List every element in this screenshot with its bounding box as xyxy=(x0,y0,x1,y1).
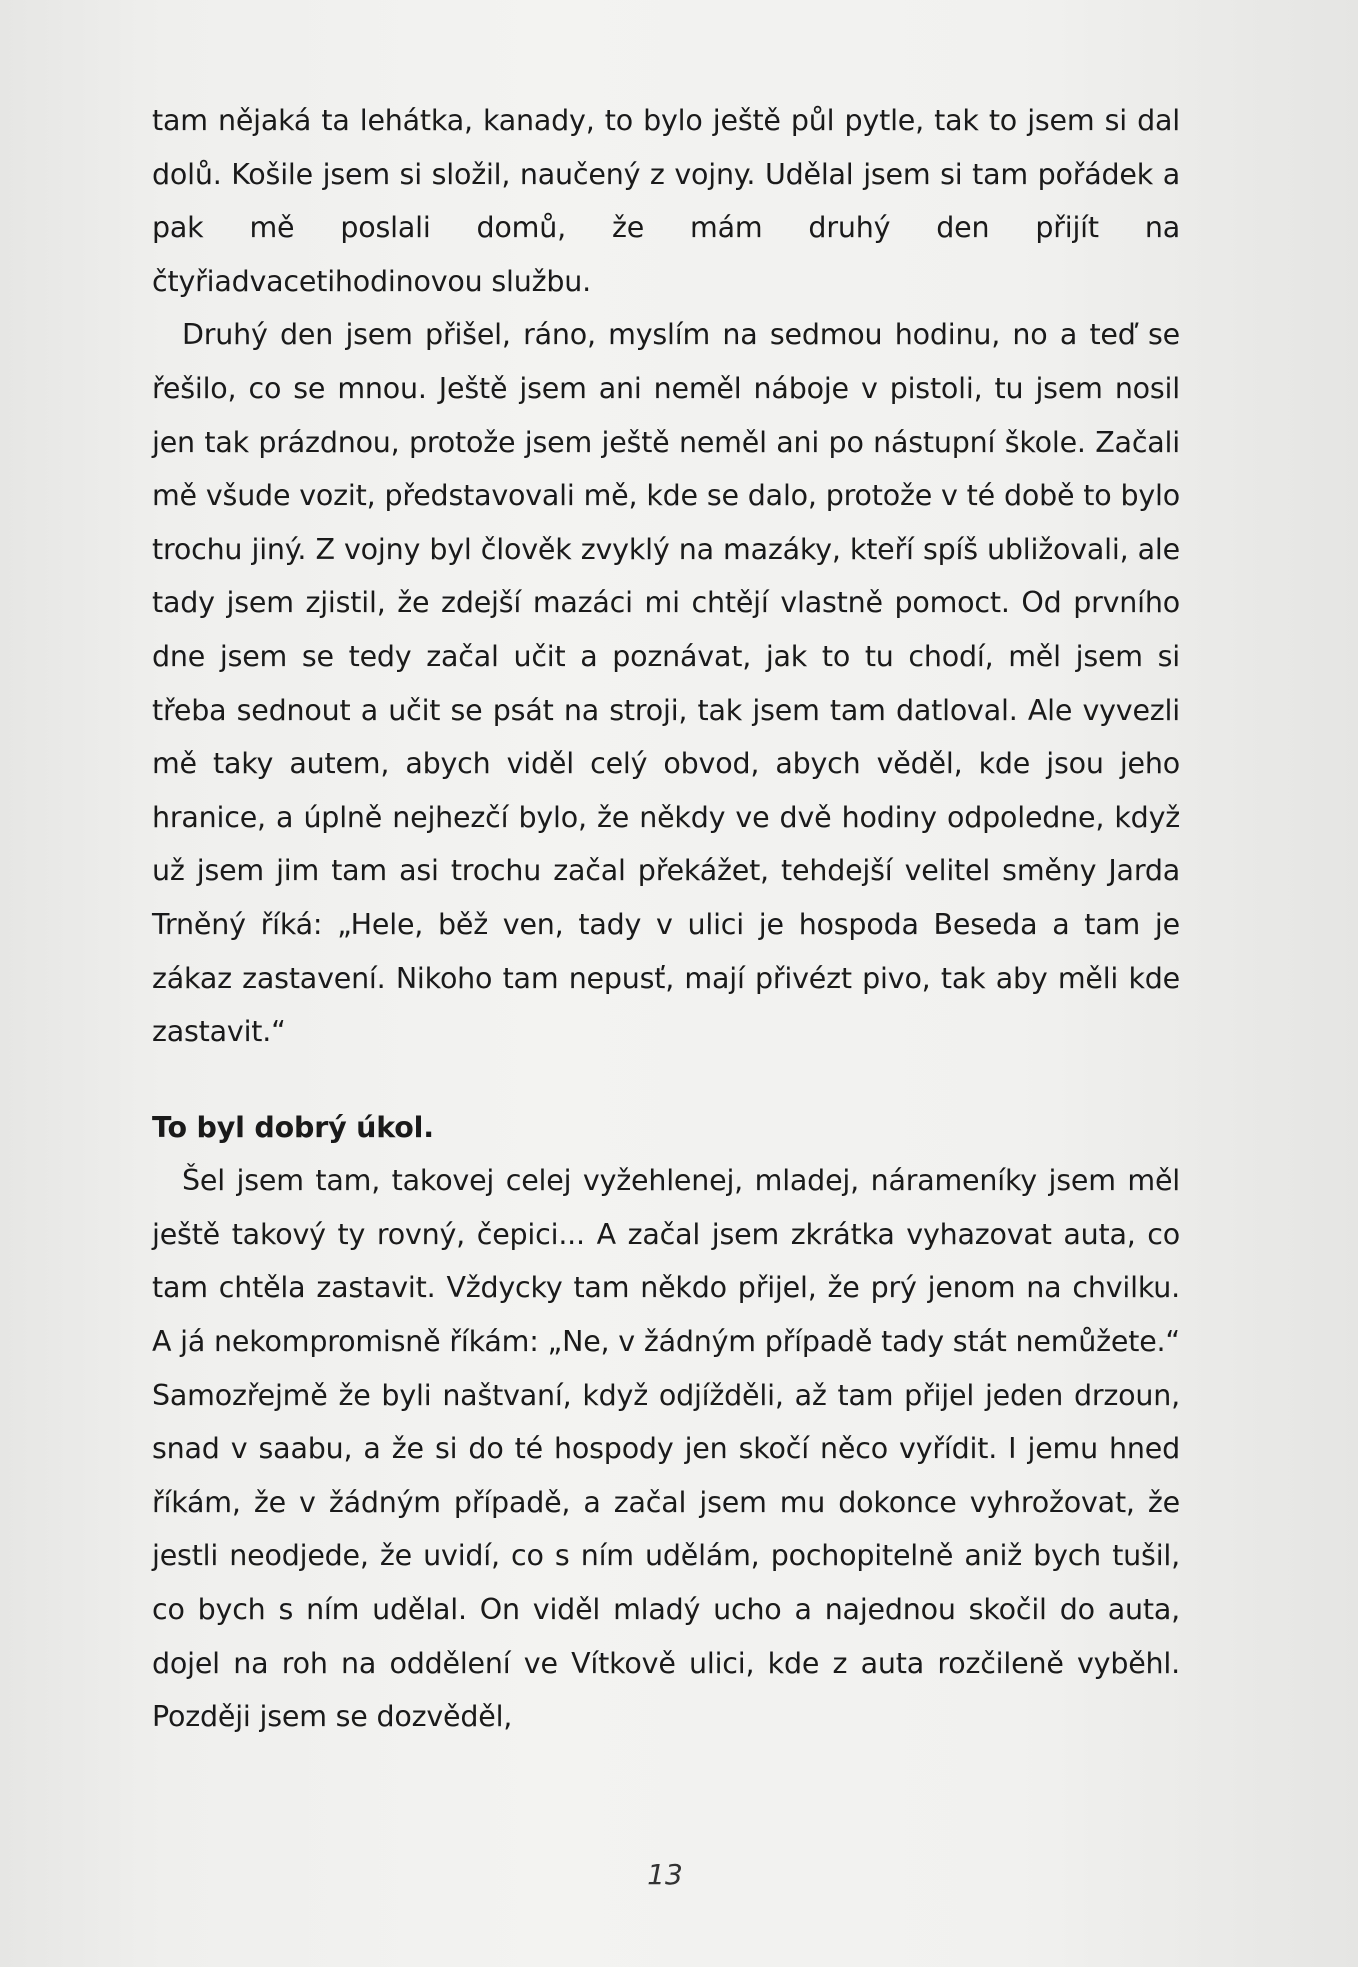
paragraph-3: Šel jsem tam, takovej celej vyžehlenej, mladej, nárameníky jsem měl ještě takový ty rovný, čepici... A začal jsem zkrátka vyhazovat auta, co tam chtěla zastavit. Vždycky tam někdo přijel, že prý jenom na chvilku. A já nekompromisně říkám: „Ne, v žádným případě tady stát nemůžete.“ Samozřejmě že byli naštvaní, když odjížděli, až tam přijel jeden drzoun, snad v saabu, a že si do té hospody jen skočí něco vyřídit. I jemu hned říkám, že v žádným případě, a začal jsem mu dokonce vyhrožovat, že jestli neodjede, že uvidí, co s ním udělám, pochopitelně aniž bych tušil, co bych s ním udělal. On viděl mladý ucho a najednou skočil do auta, dojel na roh na oddělení ve Vítkově ulici, kde z auta rozčileně vyběhl. Později jsem se dozvěděl, xyxy=(152,1164,1180,1734)
paragraph-2: Druhý den jsem přišel, ráno, myslím na sedmou hodinu, no a teď se řešilo, co se mnou. Ještě jsem ani neměl náboje v pistoli, tu jsem nosil jen tak prázdnou, protože jsem ještě neměl ani po nástupní škole. Začali mě všude vozit, představovali mě, kde se dalo, protože v té době to bylo trochu jiný. Z vojny byl člověk zvyklý na mazáky, kteří spíš ubližovali, ale tady jsem zjistil, že zdejší mazáci mi chtějí vlastně pomoct. Od prvního dne jsem se tedy začal učit a poznávat, jak to tu chodí, měl jsem si třeba sednout a učit se psát na stroji, tak jsem tam datloval. Ale vyvezli mě taky autem, abych viděl celý obvod, abych věděl, kde jsou jeho hranice, a úplně nejhezčí bylo, že někdy ve dvě hodiny odpoledne, když už jsem jim tam asi trochu začal překážet, tehdejší velitel směny Jarda Trněný říká: „Hele, běž ven, tady v ulici je hospoda Beseda a tam je zákaz zastavení. Nikoho tam nepusť, mají přivézt pivo, tak aby měli kde zastavit.“ xyxy=(152,318,1180,1049)
paragraph-1: tam nějaká ta lehátka, kanady, to bylo ještě půl pytle, tak to jsem si dal dolů. Košile jsem si složil, naučený z vojny. Udělal jsem si tam pořádek a pak mě poslali domů, že mám druhý den přijít na čtyřiadvacetihodinovou službu. xyxy=(152,104,1180,298)
body-text xyxy=(152,94,1180,1744)
section-heading: To byl dobrý úkol. xyxy=(152,1110,434,1144)
page-number: 13 xyxy=(647,1858,683,1891)
